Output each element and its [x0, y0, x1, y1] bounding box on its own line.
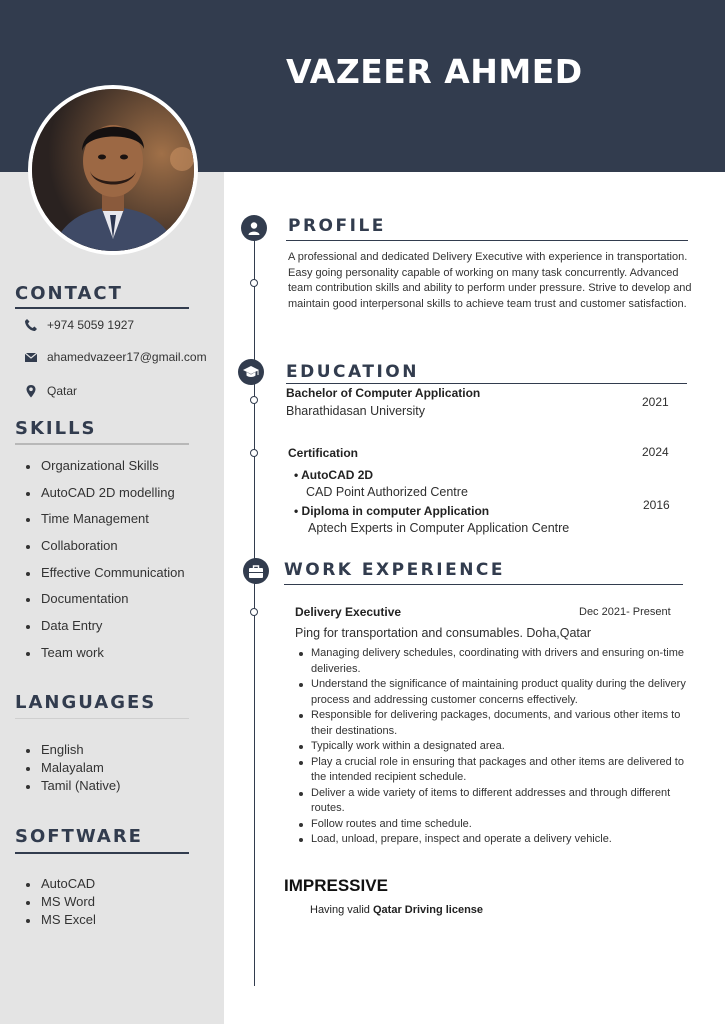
work-heading: WORK EXPERIENCE [284, 560, 506, 580]
phone-number: +974 5059 1927 [47, 318, 135, 332]
list-item: Data Entry [24, 618, 185, 645]
languages-divider [15, 718, 189, 719]
skills-heading: SKILLS [15, 418, 97, 439]
list-item: Load, unload, prepare, inspect and operate a delivery vehicle. [296, 832, 688, 848]
cert-item: • AutoCAD 2D [294, 468, 374, 482]
job-company: Ping for transportation and consumables. Doha,Qatar [295, 626, 592, 640]
cert2-org: Aptech Experts in Computer Application Centre [308, 521, 570, 535]
contact-email [24, 350, 207, 364]
profile-summary: A professional and dedicated Delivery Executive with experience in transportation. Easy going personality capable of working on many task concurrently. Advanced team contribution skills and ability to perform under pressure. Strive to develop and maintain good interpersonal skills to achieve team trust and customer satisfaction. [288, 251, 692, 310]
envelope-icon [24, 350, 38, 364]
work-divider [284, 584, 683, 585]
cert2-year: 2016 [643, 498, 670, 512]
list-item: Deliver a wide variety of items to different addresses and through different routes. [296, 786, 688, 817]
timeline-dot [250, 279, 258, 287]
skills-divider [15, 443, 189, 445]
map-pin-icon [24, 384, 38, 398]
list-item: Tamil (Native) [24, 778, 120, 796]
list-item: Typically work within a designated area. [296, 739, 688, 755]
graduation-cap-icon [238, 359, 264, 385]
impressive-text [310, 904, 483, 916]
timeline-dot [250, 449, 258, 457]
certification-year: 2024 [642, 445, 669, 459]
job-role: Delivery Executive [295, 605, 402, 619]
list-item: Team work [24, 645, 185, 672]
email-address[interactable]: ahamedvazeer17@gmail.com [47, 350, 207, 364]
cert2-name: Diploma in computer Application [301, 504, 490, 518]
skills-list [24, 458, 185, 672]
list-item: Play a crucial role in ensuring that packages and other items are delivered to the intended recipient schedule. [296, 755, 688, 786]
contact-phone [24, 318, 134, 332]
list-item: Responsible for delivering packages, documents, and various other items to their destinations. [296, 708, 688, 739]
phone-icon [24, 318, 38, 332]
job-period: Dec 2021- Present [579, 606, 671, 618]
timeline-dot [250, 608, 258, 616]
list-item: English [24, 742, 120, 760]
briefcase-icon [243, 558, 269, 584]
cert1-org: CAD Point Authorized Centre [306, 485, 468, 499]
languages-heading: LANGUAGES [15, 692, 157, 713]
list-item: Organizational Skills [24, 458, 185, 485]
list-item: MS Word [24, 894, 96, 912]
degree-year: 2021 [642, 395, 669, 409]
list-item: Understand the significance of maintaining product quality during the delivery process and addressing customer concerns effectively. [296, 677, 688, 708]
education-divider [286, 383, 687, 384]
cert1-name: AutoCAD 2D [301, 468, 374, 482]
contact-location [24, 384, 77, 398]
impressive-heading: IMPRESSIVE [284, 876, 388, 895]
list-item: AutoCAD 2D modelling [24, 485, 185, 512]
profile-photo [28, 85, 198, 255]
list-item: Documentation [24, 591, 185, 618]
candidate-name: VAZEER AHMED [286, 52, 583, 91]
degree-title: Bachelor of Computer Application [286, 386, 481, 400]
list-item: Malayalam [24, 760, 120, 778]
list-item: Time Management [24, 511, 185, 538]
degree-university: Bharathidasan University [286, 404, 425, 418]
timeline-dot [250, 396, 258, 404]
certification-heading: Certification [288, 446, 359, 460]
education-heading: EDUCATION [286, 362, 419, 382]
software-list [24, 876, 96, 930]
timeline-line [254, 228, 255, 986]
list-item: Collaboration [24, 538, 185, 565]
software-heading: SOFTWARE [15, 826, 143, 847]
cert-item: • Diploma in computer Application [294, 504, 490, 518]
user-icon [241, 215, 267, 241]
contact-divider [15, 307, 189, 309]
profile-heading: PROFILE [288, 216, 386, 236]
impressive-highlight: Qatar Driving license [372, 904, 484, 916]
list-item: AutoCAD [24, 876, 96, 894]
list-item: MS Excel [24, 912, 96, 930]
job-duties [296, 646, 688, 848]
list-item: Managing delivery schedules, coordinating with drivers and ensuring on-time deliveries. [296, 646, 688, 677]
list-item: Follow routes and time schedule. [296, 817, 688, 833]
contact-heading: CONTACT [15, 283, 123, 304]
software-divider [15, 852, 189, 854]
location-text: Qatar [47, 384, 78, 398]
languages-list [24, 742, 120, 796]
list-item: Effective Communication [24, 565, 185, 592]
profile-divider [286, 240, 688, 241]
impressive-prefix: Having valid [310, 904, 373, 916]
